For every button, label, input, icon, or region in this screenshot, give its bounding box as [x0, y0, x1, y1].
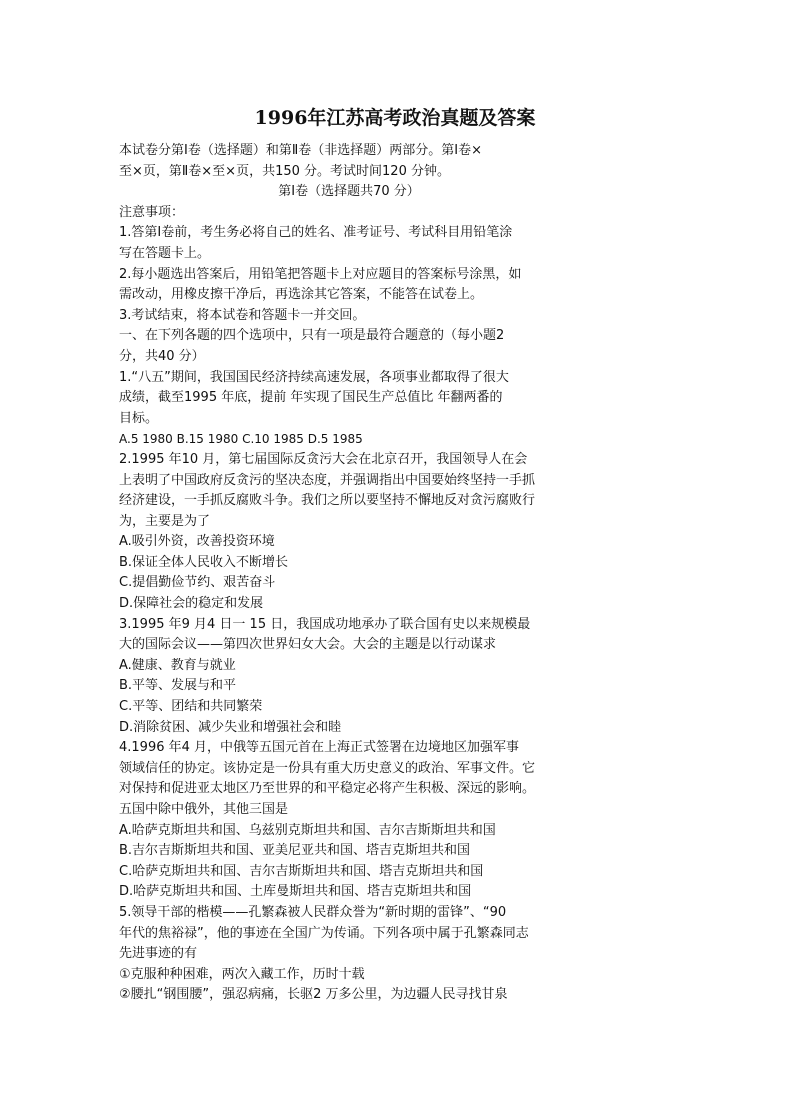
text-line: 需改动，用橡皮擦干净后，再选涂其它答案，不能答在试卷上。 — [119, 287, 484, 303]
answer-option: A.健康、教育与就业 — [119, 657, 236, 673]
question-text: 成绩，截至1995 年底，提前 年实现了国民生产总值比 年翻两番的 — [119, 390, 503, 406]
answer-option: C.提倡勤俭节约、艰苦奋斗 — [119, 575, 276, 591]
section-heading: 第Ⅰ卷（选择题共70 分） — [278, 184, 420, 200]
answer-option: C.哈萨克斯坦共和国、吉尔吉斯斯坦共和国、塔吉克斯坦共和国 — [119, 863, 484, 879]
statement-item: ②腰扎“钢围腰”，强忍病痛，长驱2 万多公里，为边疆人民寻找甘泉 — [119, 987, 508, 1003]
answer-option: D.保障社会的稳定和发展 — [119, 596, 264, 612]
answer-options: A.5 1980 B.15 1980 C.10 1985 D.5 1985 — [119, 432, 363, 447]
answer-option: A.吸引外资，改善投资环境 — [119, 534, 275, 550]
question-text: 年代的焦裕禄”，他的事迹在全国广为传诵。下列各项中属于孔繁森同志 — [119, 925, 529, 941]
text-line: 2.每小题选出答案后，用铅笔把答题卡上对应题目的答案标号涂黑，如 — [119, 266, 522, 282]
text-line: 一、在下列各题的四个选项中，只有一项是最符合题意的（每小题2 — [119, 328, 505, 344]
answer-option: A.哈萨克斯坦共和国、乌兹别克斯坦共和国、吉尔吉斯斯坦共和国 — [119, 822, 496, 838]
question-text: 1.“八五”期间，我国国民经济持续高速发展，各项事业都取得了很大 — [119, 369, 509, 385]
answer-option: C.平等、团结和共同繁荣 — [119, 699, 263, 715]
question-text: 对保持和促进亚太地区乃至世界的和平稳定必将产生积极、深远的影响。 — [119, 781, 536, 797]
answer-option: B.平等、发展与和平 — [119, 678, 237, 694]
text-line: 3.考试结束，将本试卷和答题卡一并交回。 — [119, 307, 366, 323]
text-line: 1.答第Ⅰ卷前，考生务必将自己的姓名、准考证号、考试科目用铅笔涂 — [119, 225, 513, 241]
document-body — [119, 141, 579, 1006]
text-line: 分，共40 分） — [119, 348, 205, 364]
answer-option: B.保证全体人民收入不断增长 — [119, 554, 289, 570]
question-text: 经济建设，一手抓反腐败斗争。我们之所以要坚持不懈地反对贪污腐败行 — [119, 493, 536, 509]
question-text: 领域信任的协定。该协定是一份具有重大历史意义的政治、军事文件。它 — [119, 760, 536, 776]
document-title: 1996年江苏高考政治真题及答案 — [254, 107, 536, 129]
question-text: 2.1995 年10 月，第七届国际反贪污大会在北京召开，我国领导人在会 — [119, 451, 528, 467]
text-line: 至×页，第Ⅱ卷×至×页，共150 分。考试时间120 分钟。 — [119, 163, 450, 179]
question-text: 五国中除中俄外，其他三国是 — [119, 802, 289, 817]
question-text: 上表明了中国政府反贪污的坚决态度，并强调指出中国要始终坚持一手抓 — [119, 472, 536, 488]
answer-option: D.哈萨克斯坦共和国、土库曼斯坦共和国、塔吉克斯坦共和国 — [119, 884, 472, 900]
text-line: 注意事项： — [119, 204, 185, 220]
text-line: 写在答题卡上。 — [119, 245, 211, 261]
question-text: 目标。 — [119, 410, 159, 426]
question-text: 为，主要是为了 — [119, 513, 211, 529]
question-text: 3.1995 年9 月4 日一 15 日，我国成功地承办了联合国有史以来规模最 — [119, 616, 531, 632]
text-line: 本试卷分第Ⅰ卷（选择题）和第Ⅱ卷（非选择题）两部分。第Ⅰ卷× — [119, 143, 482, 158]
answer-option: B.吉尔吉斯斯坦共和国、亚美尼亚共和国、塔吉克斯坦共和国 — [119, 843, 471, 859]
question-text: 4.1996 年4 月，中俄等五国元首在上海正式签署在边境地区加强军事 — [119, 740, 520, 756]
question-text: 大的国际会议——第四次世界妇女大会。大会的主题是以行动谋求 — [119, 637, 497, 653]
question-text: 先进事迹的有 — [119, 946, 198, 962]
answer-option: D.消除贫困、减少失业和增强社会和睦 — [119, 719, 342, 735]
statement-item: ①克服种种困难，两次入藏工作，历时十载 — [119, 966, 365, 982]
question-text: 5.领导干部的楷模——孔繁森被人民群众誉为“新时期的雷锋”、“90 — [119, 904, 507, 920]
